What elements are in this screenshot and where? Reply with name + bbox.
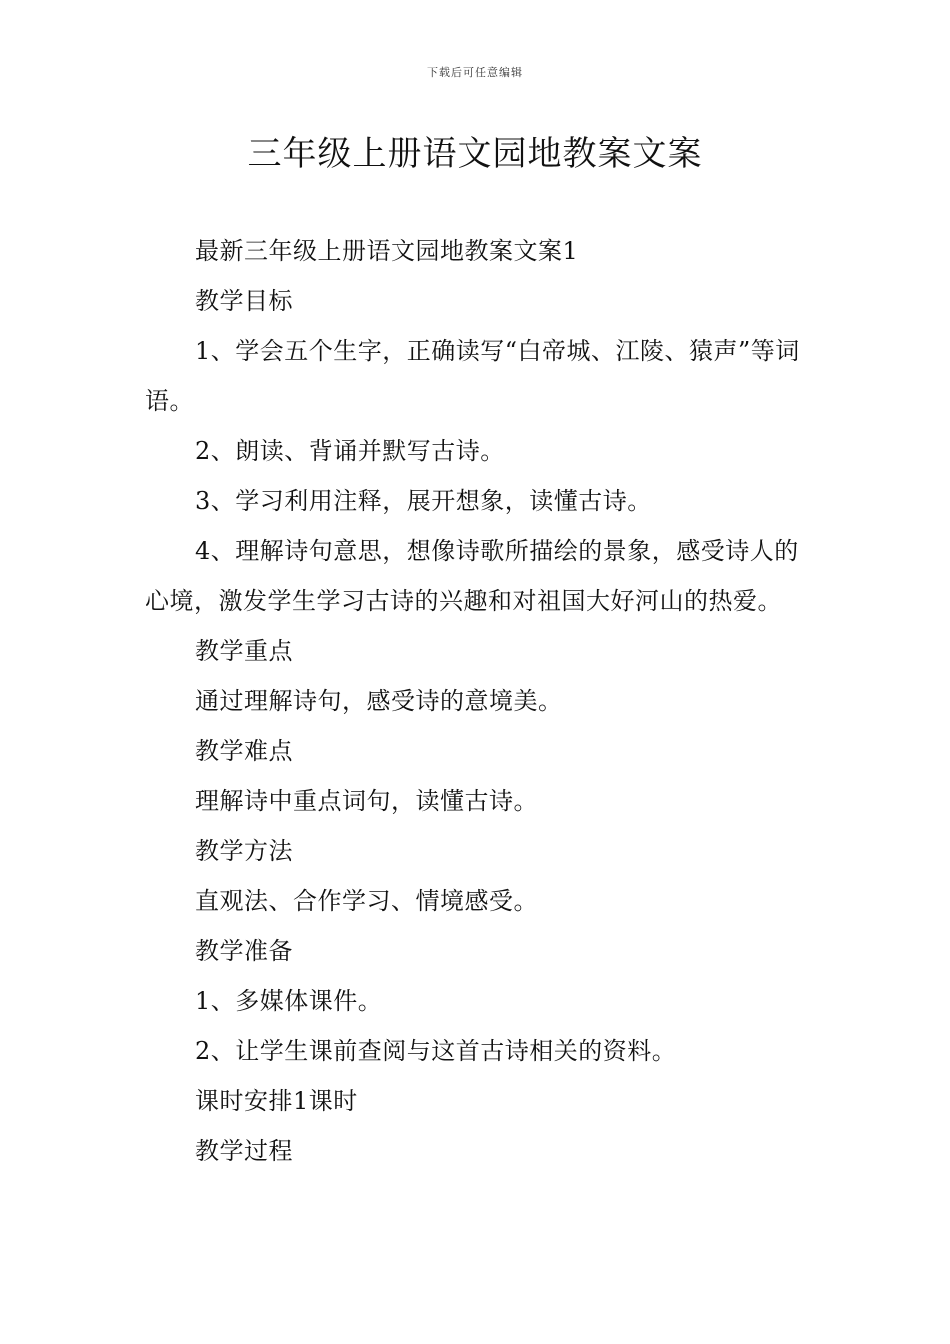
section-heading-preparation: 教学准备 [195, 937, 293, 965]
objective-item-1: 1、学会五个生字，正确读写“白帝城、江陵、猿声”等词语。 [145, 337, 800, 415]
schedule-text: 课时安排1课时 [195, 1087, 358, 1115]
section-heading-process: 教学过程 [195, 1137, 293, 1165]
methods-text: 直观法、合作学习、情境感受。 [195, 887, 538, 915]
difficulties-text: 理解诗中重点词句，读懂古诗。 [195, 787, 538, 815]
objective-item-4: 4、理解诗句意思，想像诗歌所描绘的景象，感受诗人的心境，激发学生学习古诗的兴趣和对祖国大好河山的热爱。 [145, 537, 799, 615]
section-heading-difficulties: 教学难点 [195, 737, 293, 765]
section-heading-methods: 教学方法 [195, 837, 293, 865]
document-title: 三年级上册语文园地教案文案 [247, 134, 703, 174]
document-body [145, 226, 810, 1176]
subtitle-paragraph: 最新三年级上册语文园地教案文案1 [195, 237, 579, 265]
section-heading-objectives: 教学目标 [195, 287, 293, 315]
key-points-text: 通过理解诗句，感受诗的意境美。 [195, 687, 563, 715]
preparation-item-2: 2、让学生课前查阅与这首古诗相关的资料。 [195, 1037, 677, 1065]
objective-item-3: 3、学习利用注释，展开想象，读懂古诗。 [195, 487, 652, 515]
preparation-item-1: 1、多媒体课件。 [195, 987, 383, 1015]
objective-item-2: 2、朗读、背诵并默写古诗。 [195, 437, 505, 465]
header-note: 下载后可任意编辑 [427, 66, 523, 79]
section-heading-key-points: 教学重点 [195, 637, 293, 665]
